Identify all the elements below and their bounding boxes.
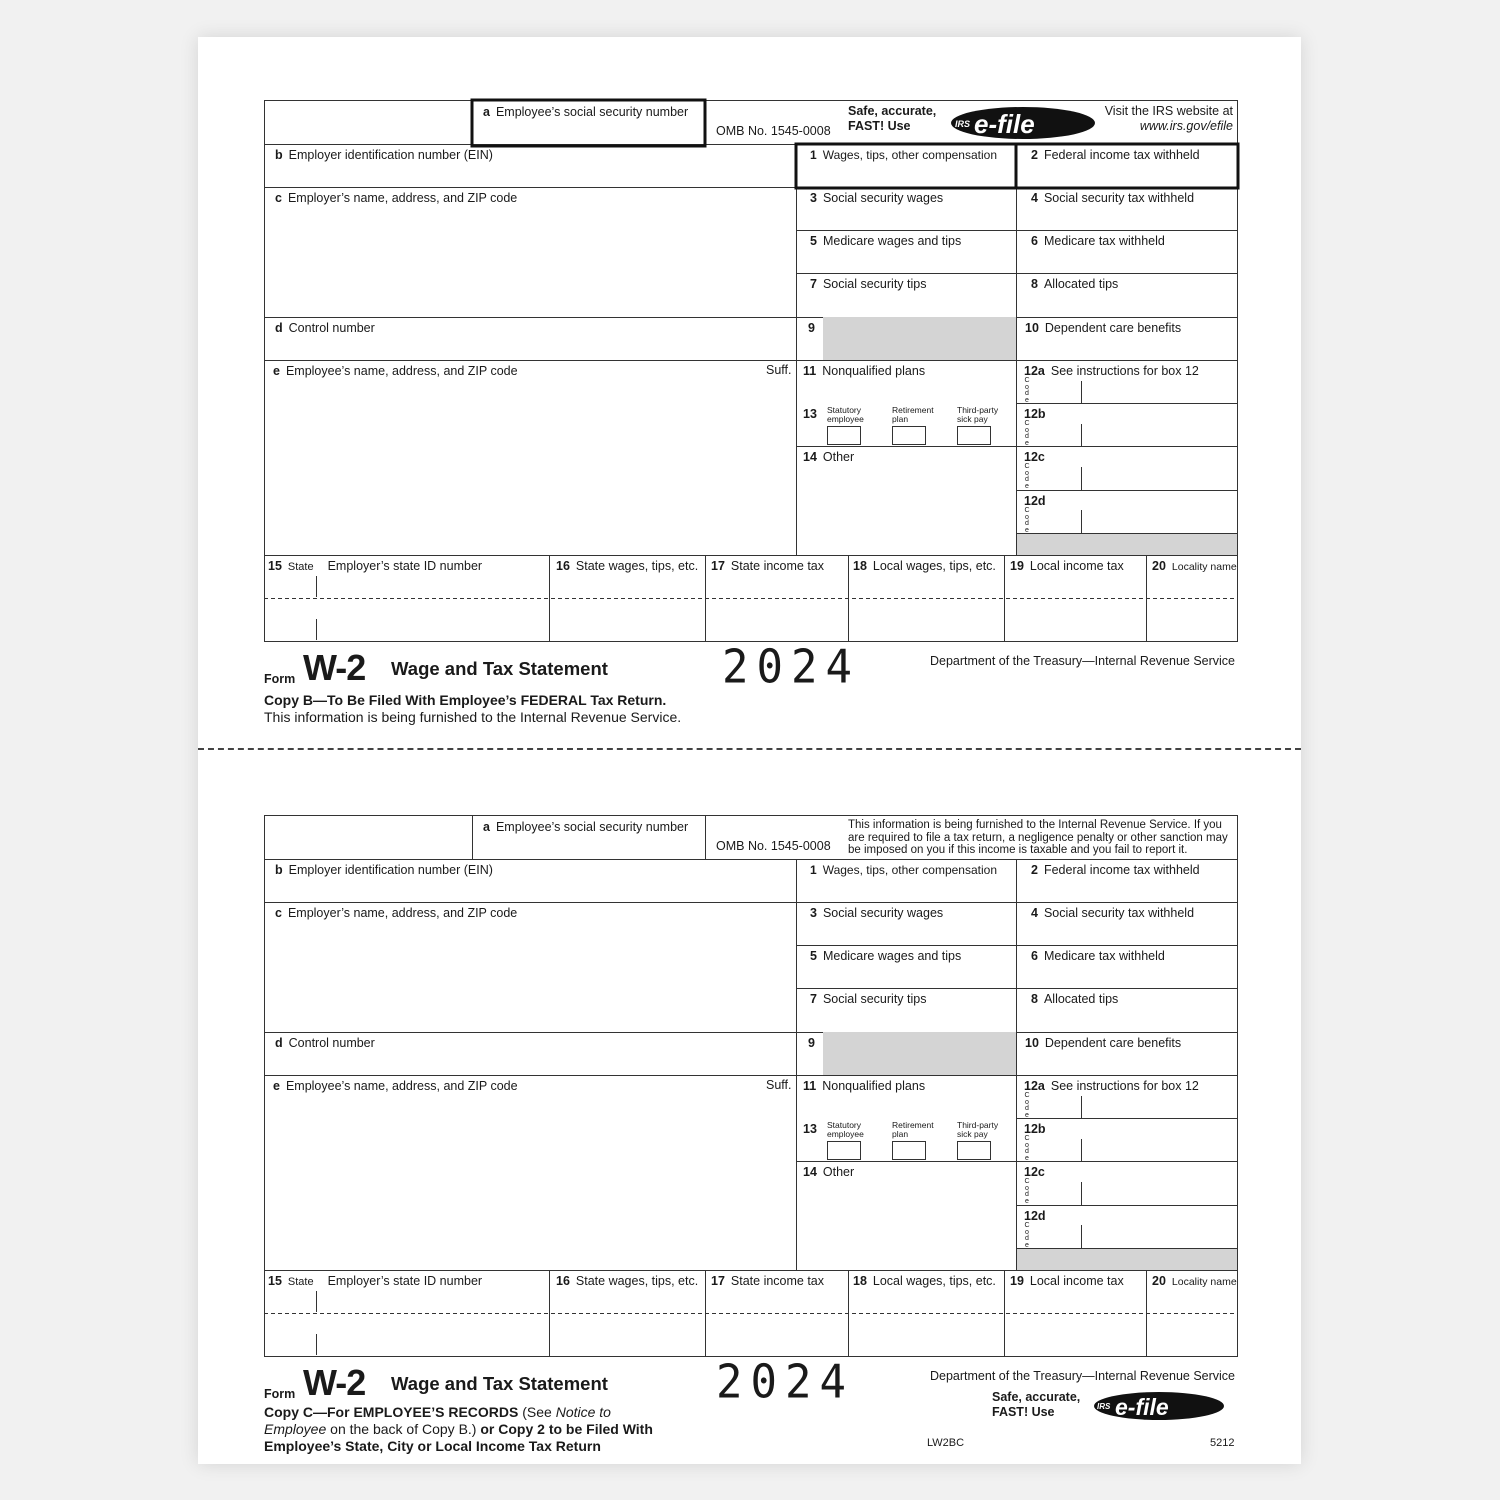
third-party-sick-pay-checkbox[interactable] (957, 426, 991, 445)
efile-logo-irs: IRS (955, 119, 971, 129)
box-3-label: 3 Social security wages (810, 191, 944, 205)
box-d-label: d Control number (275, 1036, 375, 1050)
department-label: Department of the Treasury—Internal Revenue Service (930, 1369, 1236, 1383)
third-party-sick-pay-checkbox[interactable] (957, 1141, 991, 1160)
box-14-label: 14 Other (803, 450, 855, 464)
box-8-label: 8 Allocated tips (1031, 277, 1119, 291)
box-12c-label: 12c (1024, 450, 1045, 464)
third-party-sick-pay-label: Third-party sick pay (957, 405, 999, 424)
efile-logo-text: e-file (1115, 1394, 1169, 1420)
form-code-right: 5212 (1210, 1437, 1235, 1449)
department-label: Department of the Treasury—Internal Revenue Service (930, 654, 1236, 668)
box-12c-code-label: Code (1024, 1178, 1030, 1205)
box-11-label: 11 Nonqualified plans (803, 1079, 926, 1093)
efile-logo-text: e-file (974, 109, 1035, 139)
box-e-label: e Employee’s name, address, and ZIP code (273, 1079, 518, 1093)
form-title: W-2 (303, 1362, 366, 1403)
box-12d-label: 12d (1024, 494, 1046, 508)
box-12c-label: 12c (1024, 1165, 1045, 1179)
box-15-label: 15 State Employer’s state ID number (268, 559, 483, 573)
box-12a-label: 12a See instructions for box 12 (1024, 364, 1199, 378)
box-12a-label: 12a See instructions for box 12 (1024, 1079, 1199, 1093)
box-12b-code-label: Code (1024, 1135, 1030, 1162)
efile-logo-irs: IRS (1097, 1402, 1111, 1411)
box-17-label: 17 State income tax (711, 559, 825, 573)
efile-logo-icon (1093, 1390, 1225, 1422)
copy-b-title: Copy B—To Be Filed With Employee’s FEDERAL Tax Return. (264, 692, 667, 708)
tax-year: 2024 (716, 1355, 854, 1410)
box-15-label: 15 State Employer’s state ID number (268, 1274, 483, 1288)
box-16-label: 16 State wages, tips, etc. (556, 1274, 699, 1288)
w2-copy-c (264, 815, 1238, 1356)
box-13-label: 13 (803, 407, 817, 421)
statutory-employee-checkbox[interactable] (827, 426, 861, 445)
retirement-plan-label: Retirement plan (892, 1120, 934, 1139)
box-7-label: 7 Social security tips (810, 992, 927, 1006)
box-11-label: 11 Nonqualified plans (803, 364, 926, 378)
retirement-plan-label: Retirement plan (892, 405, 934, 424)
box-4-label: 4 Social security tax withheld (1031, 906, 1195, 920)
box-10-label: 10 Dependent care benefits (1025, 1036, 1182, 1050)
suffix-label: Suff. (766, 363, 792, 377)
form-subtitle: Wage and Tax Statement (391, 1373, 608, 1394)
statutory-employee-label: Statutory employee (827, 1120, 864, 1139)
box-12a-code-label: Code (1024, 377, 1030, 404)
box-3-label: 3 Social security wages (810, 906, 944, 920)
efile-tagline: Safe, accurate, FAST! Use (848, 104, 937, 133)
box-12a-code-label: Code (1024, 1092, 1030, 1119)
form-title: W-2 (303, 647, 366, 688)
box-12d-code-label: Code (1024, 1222, 1030, 1249)
box-12c-code-label: Code (1024, 463, 1030, 490)
box-20-label: 20 Locality name (1152, 1274, 1237, 1288)
box-a-label: a Employee’s social security number (483, 820, 689, 834)
box-18-label: 18 Local wages, tips, etc. (853, 559, 996, 573)
box-5-label: 5 Medicare wages and tips (810, 234, 962, 248)
statutory-employee-label: Statutory employee (827, 405, 864, 424)
form-word: Form (264, 1387, 296, 1401)
omb-number: OMB No. 1545-0008 (716, 124, 831, 138)
box-5-label: 5 Medicare wages and tips (810, 949, 962, 963)
box-17-label: 17 State income tax (711, 1274, 825, 1288)
box-14-label: 14 Other (803, 1165, 855, 1179)
box-d-label: d Control number (275, 321, 375, 335)
form-word: Form (264, 672, 296, 686)
irs-website-notice: Visit the IRS website at www.irs.gov/efile (1104, 104, 1233, 133)
box-4-label: 4 Social security tax withheld (1031, 191, 1195, 205)
penalty-notice: This information is being furnished to the Internal Revenue Service. If you are required to file a tax return, a negligence penalty or other sanction may be imposed on you if this income is taxable and you fail to report it. (848, 819, 1228, 856)
box-1-label: 1 Wages, tips, other compensation (810, 863, 997, 877)
box-2-label: 2 Federal income tax withheld (1031, 148, 1200, 162)
box-12d-code-label: Code (1024, 507, 1030, 534)
box-a-label: a Employee’s social security number (483, 105, 689, 119)
third-party-sick-pay-label: Third-party sick pay (957, 1120, 999, 1139)
box-12b-label: 12b (1024, 1122, 1046, 1136)
w2-copy-b (264, 100, 1238, 641)
box-b-label: b Employer identification number (EIN) (275, 863, 493, 877)
box-12b-label: 12b (1024, 407, 1046, 421)
box-8-label: 8 Allocated tips (1031, 992, 1119, 1006)
copy-c-note: Employee on the back of Copy B.) or Copy 2 to be Filed With (264, 1421, 653, 1437)
box-c-label: c Employer’s name, address, and ZIP code (275, 191, 518, 205)
efile-tagline: Safe, accurate, FAST! Use (992, 1390, 1081, 1419)
omb-number: OMB No. 1545-0008 (716, 839, 831, 853)
perforation-line (198, 748, 1301, 750)
form-subtitle: Wage and Tax Statement (391, 658, 608, 679)
box-c-label: c Employer’s name, address, and ZIP code (275, 906, 518, 920)
box-1-label: 1 Wages, tips, other compensation (810, 148, 997, 162)
tax-year: 2024 (722, 640, 860, 695)
box-13-label: 13 (803, 1122, 817, 1136)
copy-c-title: Copy C—For EMPLOYEE’S RECORDS (See Notice to (264, 1404, 611, 1420)
retirement-plan-checkbox[interactable] (892, 1141, 926, 1160)
box-6-label: 6 Medicare tax withheld (1031, 949, 1165, 963)
box-b-label: b Employer identification number (EIN) (275, 148, 493, 162)
suffix-label: Suff. (766, 1078, 792, 1092)
box-9-label: 9 (808, 321, 815, 335)
box-12b-code-label: Code (1024, 420, 1030, 447)
efile-logo-icon (950, 105, 1096, 141)
box-e-label: e Employee’s name, address, and ZIP code (273, 364, 518, 378)
box-9-label: 9 (808, 1036, 815, 1050)
form-code-left: LW2BC (927, 1437, 965, 1449)
box-19-label: 19 Local income tax (1010, 1274, 1124, 1288)
retirement-plan-checkbox[interactable] (892, 426, 926, 445)
box-7-label: 7 Social security tips (810, 277, 927, 291)
copy-c-state-note: Employee’s State, City or Local Income Tax Return (264, 1438, 601, 1454)
box-12d-label: 12d (1024, 1209, 1046, 1223)
statutory-employee-checkbox[interactable] (827, 1141, 861, 1160)
box-10-label: 10 Dependent care benefits (1025, 321, 1182, 335)
box-20-label: 20 Locality name (1152, 559, 1237, 573)
box-2-label: 2 Federal income tax withheld (1031, 863, 1200, 877)
box-16-label: 16 State wages, tips, etc. (556, 559, 699, 573)
box-6-label: 6 Medicare tax withheld (1031, 234, 1165, 248)
box-19-label: 19 Local income tax (1010, 559, 1124, 573)
copy-b-note: This information is being furnished to the Internal Revenue Service. (264, 709, 682, 725)
box-18-label: 18 Local wages, tips, etc. (853, 1274, 996, 1288)
